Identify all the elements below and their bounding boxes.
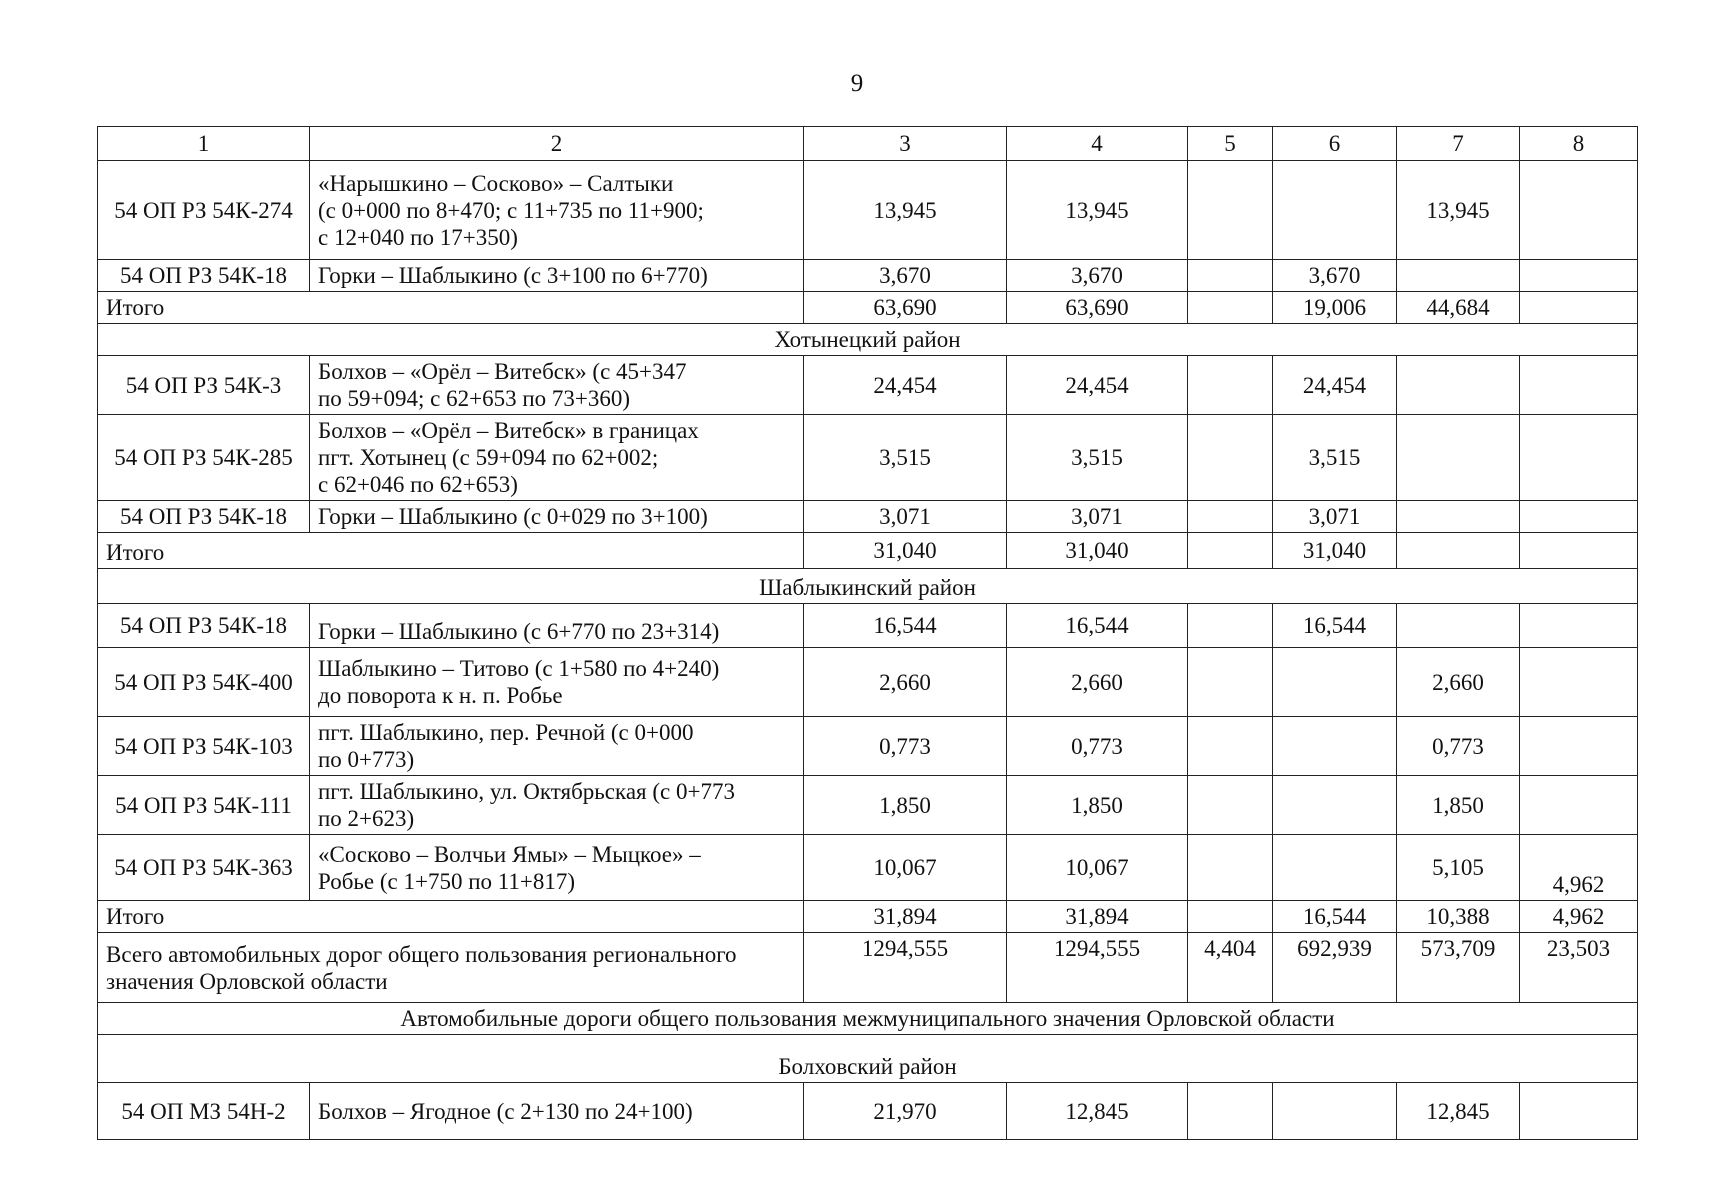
col4-value: 0,773: [1007, 717, 1188, 776]
col3-value: 3,515: [804, 415, 1007, 501]
col7-value: [1397, 604, 1520, 648]
col3-value: 2,660: [804, 648, 1007, 717]
road-name: пгт. Шаблыкино, пер. Речной (с 0+000 по 0+773): [310, 717, 804, 776]
col8-value: 4,962: [1520, 901, 1638, 933]
col3-value: 3,071: [804, 501, 1007, 533]
road-name: «Нарышкино – Сосково» – Салтыки (с 0+000 по 8+470; с 11+735 по 11+900; с 12+040 по 17+350): [310, 161, 804, 260]
col6-value: 3,670: [1273, 260, 1397, 292]
col3-value: 24,454: [804, 356, 1007, 415]
col8-value: [1520, 356, 1638, 415]
col5-value: [1188, 292, 1273, 324]
col4-value: 3,515: [1007, 415, 1188, 501]
road-name: Болхов – «Орёл – Витебск» (с 45+347 по 59+094; с 62+653 по 73+360): [310, 356, 804, 415]
col7-value: 13,945: [1397, 161, 1520, 260]
col4-value: 16,544: [1007, 604, 1188, 648]
col6-value: 3,515: [1273, 415, 1397, 501]
col-header-6: 6: [1273, 127, 1397, 161]
col3-value: 31,040: [804, 533, 1007, 569]
col5-value: [1188, 835, 1273, 901]
road-code: 54 ОП РЗ 54К-400: [98, 648, 310, 717]
table-row: [98, 260, 1638, 292]
col6-value: [1273, 648, 1397, 717]
col5-value: [1188, 604, 1273, 648]
table-row: [98, 776, 1638, 835]
col8-value: [1520, 260, 1638, 292]
col8-value: [1520, 292, 1638, 324]
col4-value: 63,690: [1007, 292, 1188, 324]
section-title: Болховский район: [98, 1035, 1638, 1083]
col5-value: 4,404: [1188, 933, 1273, 1003]
grand-total-row: [98, 933, 1638, 1003]
table-row: [98, 501, 1638, 533]
col7-value: 1,850: [1397, 776, 1520, 835]
col3-value: 21,970: [804, 1083, 1007, 1140]
col6-value: [1273, 717, 1397, 776]
col3-value: 10,067: [804, 835, 1007, 901]
col8-value: [1520, 501, 1638, 533]
col3-value: 31,894: [804, 901, 1007, 933]
col7-value: 2,660: [1397, 648, 1520, 717]
subtotal-row: [98, 292, 1638, 324]
col6-value: [1273, 1083, 1397, 1140]
road-name: Болхов – «Орёл – Витебск» в границах пгт. Хотынец (с 59+094 по 62+002; с 62+046 по 62+653): [310, 415, 804, 501]
col4-value: 1294,555: [1007, 933, 1188, 1003]
col8-value: [1520, 776, 1638, 835]
col4-value: 1,850: [1007, 776, 1188, 835]
page-number: 9: [850, 70, 864, 97]
col6-value: 24,454: [1273, 356, 1397, 415]
table-row: [98, 1083, 1638, 1140]
col6-value: 16,544: [1273, 604, 1397, 648]
col4-value: 10,067: [1007, 835, 1188, 901]
col-header-4: 4: [1007, 127, 1188, 161]
col4-value: 13,945: [1007, 161, 1188, 260]
col-header-1: 1: [98, 127, 310, 161]
subtotal-label: Итого: [98, 901, 804, 933]
section-title: Хотынецкий район: [98, 324, 1638, 356]
subtotal-label: Итого: [98, 533, 804, 569]
header-row: [98, 127, 1638, 161]
col5-value: [1188, 1083, 1273, 1140]
col-header-3: 3: [804, 127, 1007, 161]
col4-value: 12,845: [1007, 1083, 1188, 1140]
col8-value: [1520, 648, 1638, 717]
road-name: Горки – Шаблыкино (с 6+770 по 23+314): [310, 604, 804, 648]
col8-value: [1520, 1083, 1638, 1140]
col5-value: [1188, 501, 1273, 533]
col-header-8: 8: [1520, 127, 1638, 161]
col7-value: 573,709: [1397, 933, 1520, 1003]
col-header-7: 7: [1397, 127, 1520, 161]
col5-value: [1188, 717, 1273, 776]
road-name: Болхов – Ягодное (с 2+130 по 24+100): [310, 1083, 804, 1140]
col8-value: [1520, 161, 1638, 260]
table-row: [98, 835, 1638, 901]
road-code: 54 ОП МЗ 54Н-2: [98, 1083, 310, 1140]
col7-value: [1397, 501, 1520, 533]
section-row: [98, 1003, 1638, 1035]
col4-value: 24,454: [1007, 356, 1188, 415]
table-row: [98, 717, 1638, 776]
col5-value: [1188, 901, 1273, 933]
col8-value: [1520, 717, 1638, 776]
section-row: [98, 1035, 1638, 1083]
col7-value: 44,684: [1397, 292, 1520, 324]
section-row: [98, 324, 1638, 356]
col5-value: [1188, 260, 1273, 292]
road-code: 54 ОП РЗ 54К-3: [98, 356, 310, 415]
road-name: Шаблыкино – Титово (с 1+580 по 4+240) до поворота к н. п. Робье: [310, 648, 804, 717]
subtotal-row: [98, 533, 1638, 569]
col3-value: 1294,555: [804, 933, 1007, 1003]
col4-value: 3,670: [1007, 260, 1188, 292]
col5-value: [1188, 648, 1273, 717]
road-name: «Сосково – Волчьи Ямы» – Мыцкое» – Робье (с 1+750 по 11+817): [310, 835, 804, 901]
roads-table: [97, 126, 1638, 1140]
road-code: 54 ОП РЗ 54К-285: [98, 415, 310, 501]
section-title: Автомобильные дороги общего пользования межмуниципального значения Орловской области: [98, 1003, 1638, 1035]
grand-total-label: Всего автомобильных дорог общего пользования регионального значения Орловской области: [98, 933, 804, 1003]
road-code: 54 ОП РЗ 54К-18: [98, 260, 310, 292]
table-row: [98, 648, 1638, 717]
col6-value: 31,040: [1273, 533, 1397, 569]
subtotal-row: [98, 901, 1638, 933]
col3-value: 3,670: [804, 260, 1007, 292]
road-code: 54 ОП РЗ 54К-274: [98, 161, 310, 260]
table-row: [98, 415, 1638, 501]
col8-value: [1520, 415, 1638, 501]
section-row: [98, 569, 1638, 604]
table-row: [98, 604, 1638, 648]
col7-value: 0,773: [1397, 717, 1520, 776]
col3-value: 1,850: [804, 776, 1007, 835]
section-title: Шаблыкинский район: [98, 569, 1638, 604]
road-name: Горки – Шаблыкино (с 3+100 по 6+770): [310, 260, 804, 292]
col5-value: [1188, 415, 1273, 501]
col8-value: [1520, 533, 1638, 569]
col7-value: [1397, 415, 1520, 501]
col6-value: 692,939: [1273, 933, 1397, 1003]
road-name: пгт. Шаблыкино, ул. Октябрьская (с 0+773 по 2+623): [310, 776, 804, 835]
col4-value: 2,660: [1007, 648, 1188, 717]
col3-value: 63,690: [804, 292, 1007, 324]
col6-value: 16,544: [1273, 901, 1397, 933]
subtotal-label: Итого: [98, 292, 804, 324]
col3-value: 13,945: [804, 161, 1007, 260]
col5-value: [1188, 356, 1273, 415]
road-code: 54 ОП РЗ 54К-103: [98, 717, 310, 776]
col5-value: [1188, 161, 1273, 260]
road-code: 54 ОП РЗ 54К-18: [98, 501, 310, 533]
road-code: 54 ОП РЗ 54К-363: [98, 835, 310, 901]
road-name: Горки – Шаблыкино (с 0+029 по 3+100): [310, 501, 804, 533]
col-header-5: 5: [1188, 127, 1273, 161]
col5-value: [1188, 776, 1273, 835]
table-row: [98, 356, 1638, 415]
road-code: 54 ОП РЗ 54К-18: [98, 604, 310, 648]
col5-value: [1188, 533, 1273, 569]
col8-value: [1520, 604, 1638, 648]
col7-value: 10,388: [1397, 901, 1520, 933]
col7-value: 12,845: [1397, 1083, 1520, 1140]
col6-value: [1273, 776, 1397, 835]
col4-value: 3,071: [1007, 501, 1188, 533]
col8-value: 23,503: [1520, 933, 1638, 1003]
col6-value: [1273, 835, 1397, 901]
col3-value: 0,773: [804, 717, 1007, 776]
col6-value: [1273, 161, 1397, 260]
col4-value: 31,894: [1007, 901, 1188, 933]
col-header-2: 2: [310, 127, 804, 161]
table-row: [98, 161, 1638, 260]
col7-value: 5,105: [1397, 835, 1520, 901]
col6-value: 3,071: [1273, 501, 1397, 533]
col6-value: 19,006: [1273, 292, 1397, 324]
road-code: 54 ОП РЗ 54К-111: [98, 776, 310, 835]
col7-value: [1397, 533, 1520, 569]
col7-value: [1397, 260, 1520, 292]
col7-value: [1397, 356, 1520, 415]
col8-value: 4,962: [1520, 835, 1638, 901]
col3-value: 16,544: [804, 604, 1007, 648]
col4-value: 31,040: [1007, 533, 1188, 569]
